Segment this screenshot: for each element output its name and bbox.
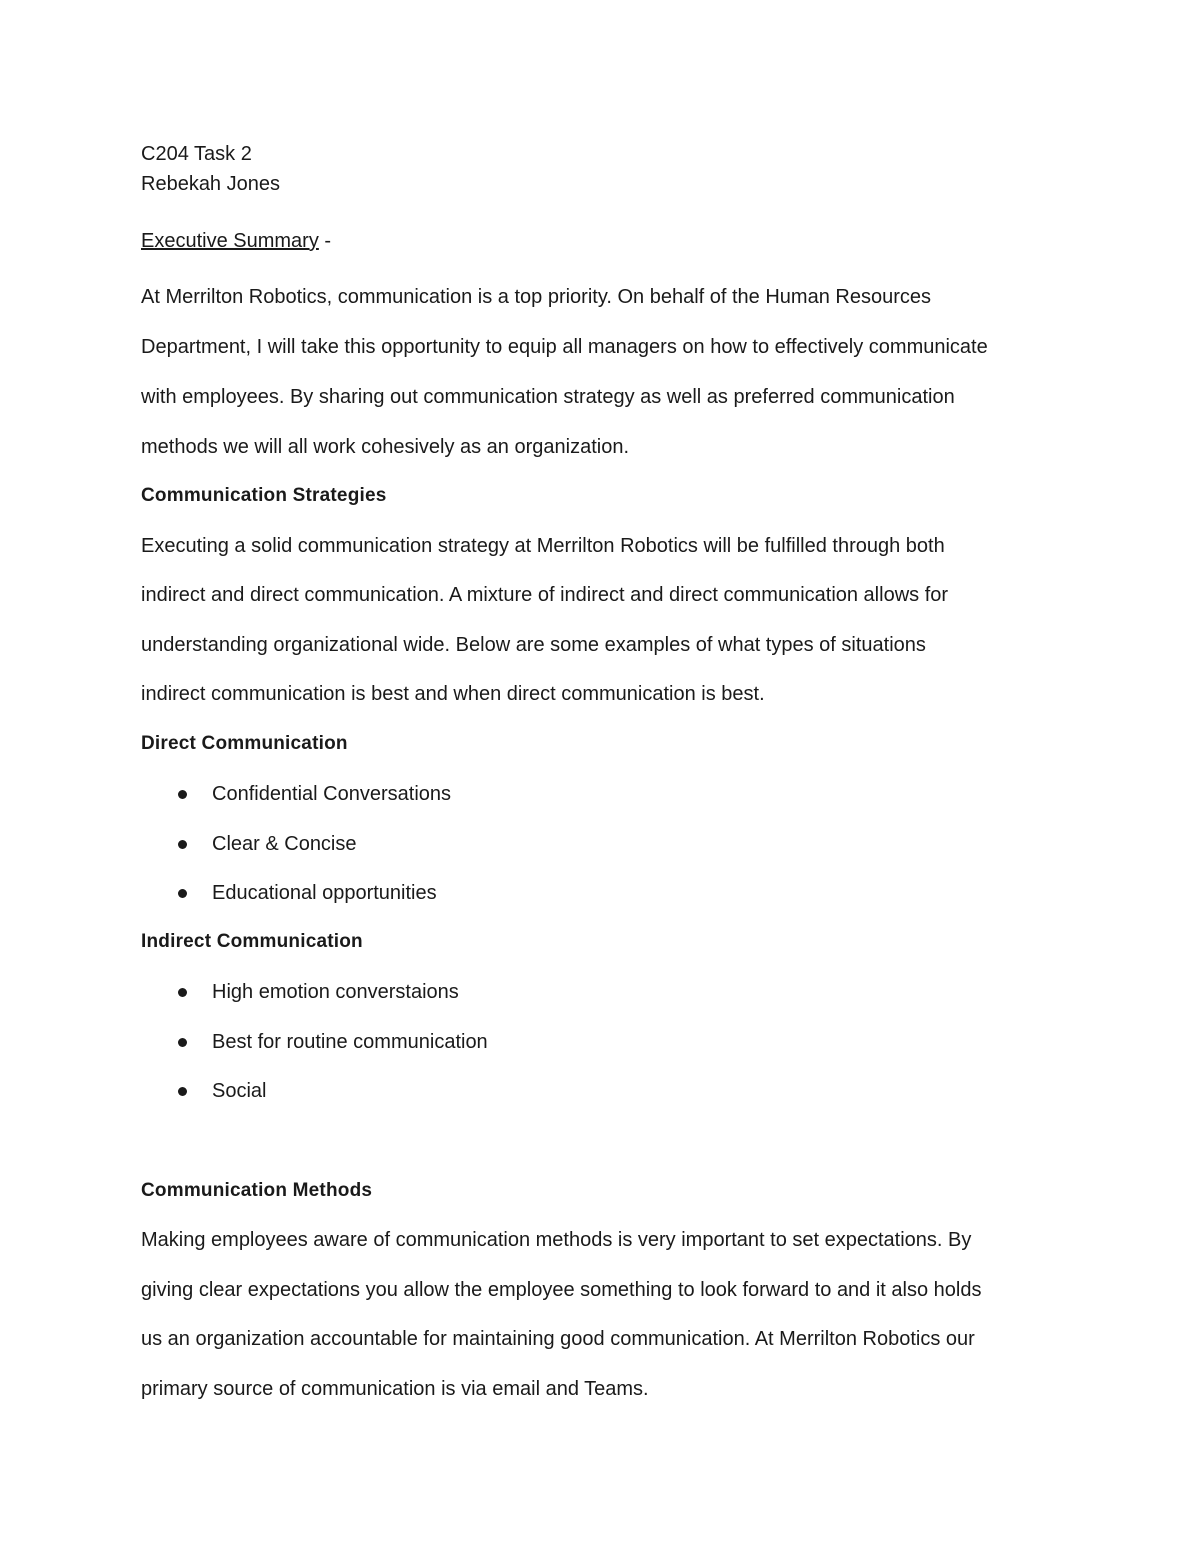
indirect-communication-heading: Indirect Communication: [141, 931, 363, 952]
bullet-icon: [178, 790, 187, 799]
bullet-icon: [178, 1038, 187, 1047]
methods-line: giving clear expectations you allow the employee something to look forward to and it also holds: [141, 1279, 982, 1301]
strategies-heading: Communication Strategies: [141, 485, 387, 506]
methods-heading: Communication Methods: [141, 1180, 373, 1201]
executive-summary-line: At Merrilton Robotics, communication is a top priority. On behalf of the Human Resources: [141, 286, 931, 308]
list-item-text: Social: [212, 1080, 267, 1103]
course-title: C204 Task 2: [141, 143, 252, 165]
list-item-text: Confidential Conversations: [212, 783, 452, 805]
bullet-icon: [178, 988, 187, 997]
strategies-line: indirect communication is best and when direct communication is best.: [141, 683, 765, 705]
list-item-text: Best for routine communication: [212, 1030, 488, 1053]
direct-communication-heading: Direct Communication: [141, 733, 348, 754]
bullet-icon: [178, 889, 187, 898]
bullet-icon: [178, 1087, 187, 1096]
executive-summary-line: methods we will all work cohesively as an organization.: [141, 436, 630, 458]
strategies-line: Executing a solid communication strategy at Merrilton Robotics will be fulfilled through both: [141, 535, 945, 557]
methods-line: Making employees aware of communication methods is very important to set expectations. By: [141, 1229, 972, 1251]
list-item-text: Clear & Concise: [212, 832, 357, 855]
executive-summary-heading: [141, 229, 331, 253]
strategies-line: indirect and direct communication. A mixture of indirect and direct communication allows for: [141, 584, 949, 606]
bullet-icon: [178, 840, 187, 849]
list-item-text: Educational opportunities: [212, 882, 437, 905]
author-name: Rebekah Jones: [141, 173, 280, 195]
executive-summary-line: with employees. By sharing out communication strategy as well as preferred communication: [141, 386, 955, 408]
strategies-line: understanding organizational wide. Below are some examples of what types of situations: [141, 634, 926, 656]
methods-line: us an organization accountable for maintaining good communication. At Merrilton Robotics our: [141, 1328, 975, 1350]
list-item-text: High emotion converstaions: [212, 981, 459, 1003]
executive-summary-line: Department, I will take this opportunity to equip all managers on how to effectively communicate: [141, 336, 988, 358]
executive-summary-dash: -: [318, 230, 332, 252]
methods-line: primary source of communication is via email and Teams.: [141, 1378, 649, 1400]
executive-summary-title: Executive Summary: [141, 230, 319, 252]
